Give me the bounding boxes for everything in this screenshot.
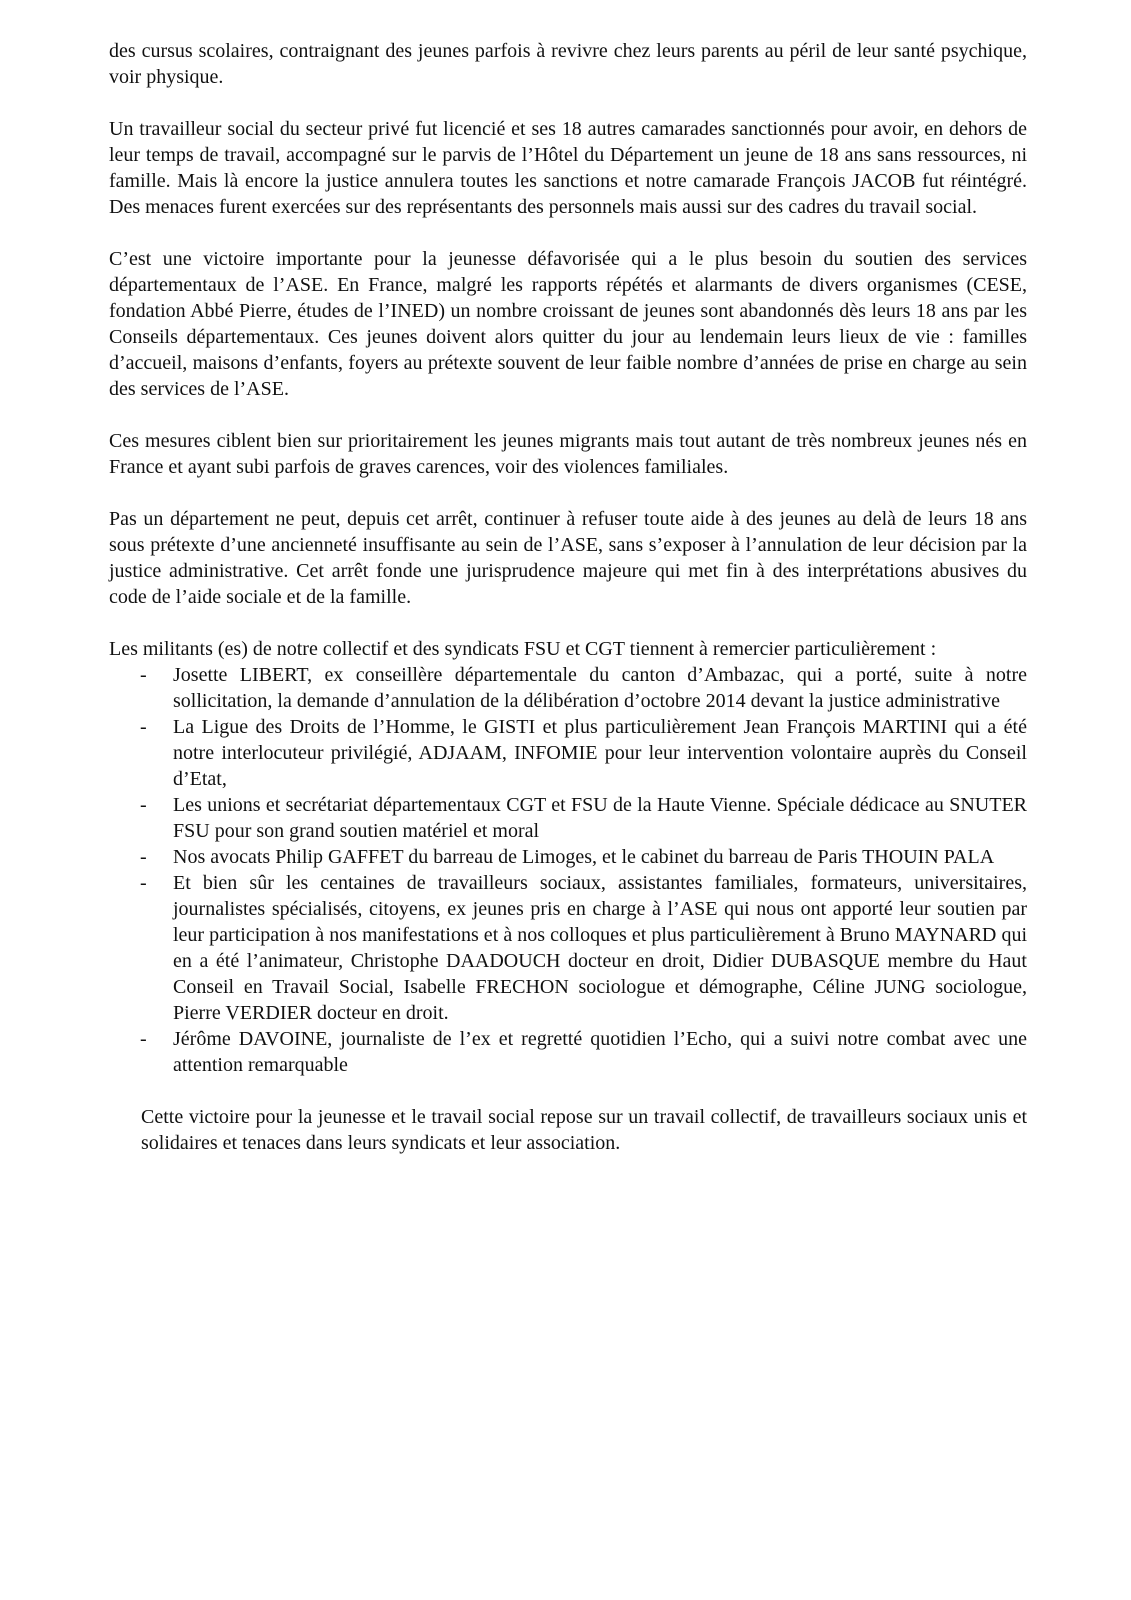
thanks-item-text: Jérôme DAVOINE, journaliste de l’ex et regretté quotidien l’Echo, qui a suivi notre combat avec une attention remarquable [173,1028,1027,1076]
closing-paragraph: Cette victoire pour la jeunesse et le travail social repose sur un travail collectif, de travailleurs sociaux unis et solidaires et tenaces dans leurs syndicats et leur association. [141,1106,1027,1154]
paragraph-jurisprudence: Pas un département ne peut, depuis cet arrêt, continuer à refuser toute aide à des jeunes au delà de leurs 18 ans sous prétexte d’une ancienneté insuffisante au sein de l’ASE, sans s’exposer à l’annulation de leur décision par la justice administrative. Cet arrêt fonde une jurisprudence majeure qui met fin à des interprétations abusives du code de l’aide sociale et de la famille. [109,508,1027,608]
list-item [109,844,1027,870]
list-item [109,662,1027,714]
dash-bullet: - [140,794,147,816]
dash-bullet: - [140,1028,147,1050]
thanks-item-text: Et bien sûr les centaines de travailleurs sociaux, assistantes familiales, formateurs, universitaires, journalistes spécialisés, citoyens, ex jeunes pris en charge à l’ASE qui nous ont apporté leur soutien par leur participation à nos manifestations et à nos colloques et plus particulièrement à Bruno MAYNARD qui en a été l’animateur, Christophe DAADOUCH docteur en droit, Didier DUBASQUE membre du Haut Conseil en Travail Social, Isabelle FRECHON sociologue et démographe, Céline JUNG sociologue, Pierre VERDIER docteur en droit. [173,872,1027,1024]
list-item [109,870,1027,1026]
list-item [109,714,1027,792]
list-item [109,792,1027,844]
dash-bullet: - [140,664,147,686]
thanks-item-text: Les unions et secrétariat départementaux CGT et FSU de la Haute Vienne. Spéciale dédicace au SNUTER FSU pour son grand soutien matériel et moral [173,794,1027,842]
thanks-list [109,662,1027,1078]
paragraph-cursus: des cursus scolaires, contraignant des jeunes parfois à revivre chez leurs parents au péril de leur santé psychique, voir physique. [109,40,1027,88]
thanks-item-text: Nos avocats Philip GAFFET du barreau de Limoges, et le cabinet du barreau de Paris THOUIN PALA [173,846,995,868]
paragraph-mesures: Ces mesures ciblent bien sur prioritairement les jeunes migrants mais tout autant de très nombreux jeunes nés en France et ayant subi parfois de graves carences, voir des violences familiales. [109,430,1027,478]
thanks-item-text: Josette LIBERT, ex conseillère départementale du canton d’Ambazac, qui a porté, suite à notre sollicitation, la demande d’annulation de la délibération d’octobre 2014 devant la justice administrative [173,664,1027,712]
list-item [109,1026,1027,1078]
thanks-item-text: La Ligue des Droits de l’Homme, le GISTI et plus particulièrement Jean François MARTINI qui a été notre interlocuteur privilégié, ADJAAM, INFOMIE pour leur intervention volontaire auprès du Conseil d’Etat, [173,716,1027,790]
document-page [109,38,1027,1156]
dash-bullet: - [140,716,147,738]
paragraph-victoire: C’est une victoire importante pour la jeunesse défavorisée qui a le plus besoin du soutien des services départementaux de l’ASE. En France, malgré les rapports répétés et alarmants de divers organismes (CESE, fondation Abbé Pierre, études de l’INED) un nombre croissant de jeunes sont abandonnés dès leurs 18 ans par les Conseils départementaux. Ces jeunes doivent alors quitter du jour au lendemain leurs lieux de vie : familles d’accueil, maisons d’enfants, foyers au prétexte souvent de leur faible nombre d’années de prise en charge au sein des services de l’ASE. [109,248,1027,400]
paragraph-licenciement: Un travailleur social du secteur privé fut licencié et ses 18 autres camarades sanctionnés pour avoir, en dehors de leur temps de travail, accompagné sur le parvis de l’Hôtel du Département un jeune de 18 ans sans ressources, ni famille. Mais là encore la justice annulera toutes les sanctions et notre camarade François JACOB fut réintégré. Des menaces furent exercées sur des représentants des personnels mais aussi sur des cadres du travail social. [109,118,1027,218]
dash-bullet: - [140,846,147,868]
dash-bullet: - [140,872,147,894]
thanks-intro: Les militants (es) de notre collectif et des syndicats FSU et CGT tiennent à remercier particulièrement : [109,638,937,660]
